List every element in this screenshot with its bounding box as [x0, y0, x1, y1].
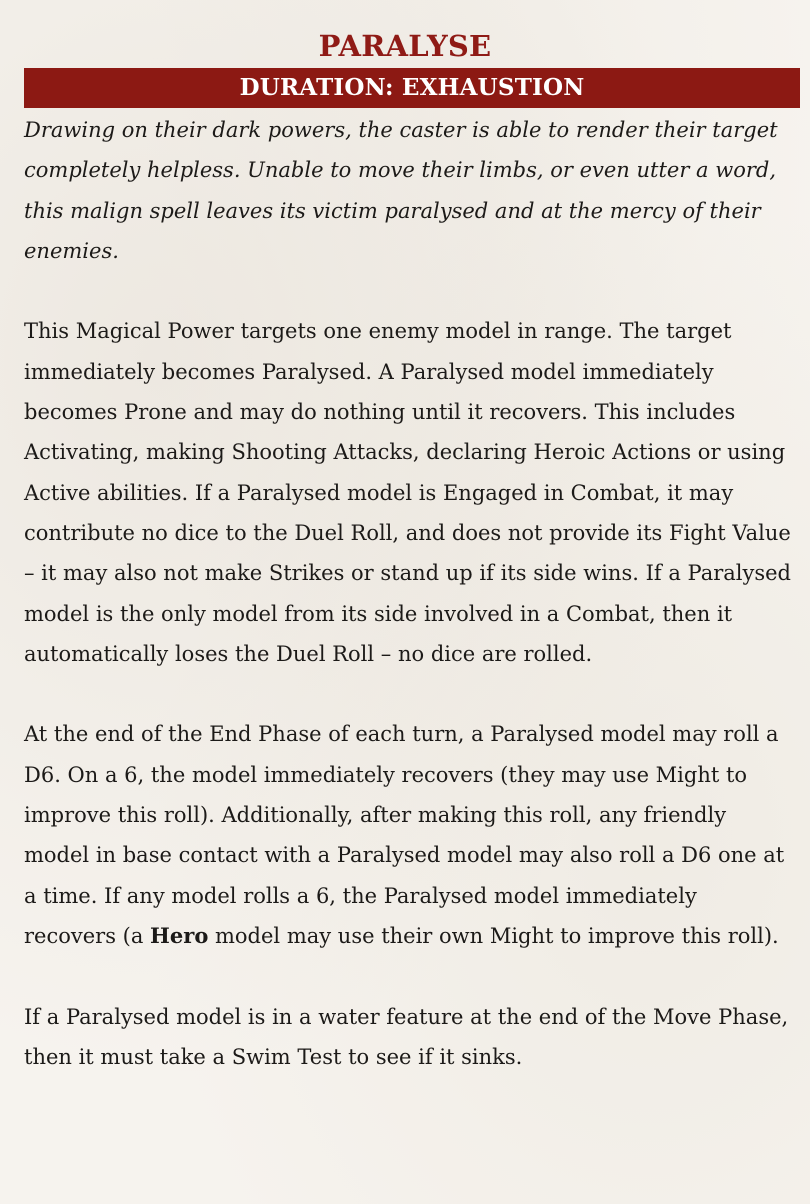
flavor-text: Drawing on their dark powers, the caster is able to render their target completely helpless. Unable to move their limbs, or even utter a word, this malign spell leaves its victim paralysed and at the mercy of their enemies.	[24, 118, 778, 263]
hero-keyword: Hero	[150, 922, 209, 948]
duration-banner: DURATION: EXHAUSTION	[24, 68, 800, 108]
recovery-text-end: model may use their own Might to improve this roll).	[208, 923, 779, 948]
rules-paragraph-recovery	[24, 714, 794, 956]
rules-paragraph-water: If a Paralysed model is in a water feature at the end of the Move Phase, then it must take a Swim Test to see if it sinks.	[24, 1004, 789, 1069]
spell-body	[24, 110, 794, 1077]
recovery-text-start: At the end of the End Phase of each turn, a Paralysed model may roll a D6. On a 6, the model immediately recovers (they may use Might to improve this roll). Additionally, after making this roll, any friendly model in base contact with a Paralysed model may also roll a D6 one at a time. If any model rolls a 6, the Paralysed model immediately recovers (a	[24, 722, 785, 948]
rules-paragraph-effect: This Magical Power targets one enemy model in range. The target immediately becomes Paralysed. A Paralysed model immediately becomes Prone and may do nothing until it recovers. This includes Activating, making Shooting Attacks, declaring Heroic Actions or using Active abilities. If a Paralysed model is Engaged in Combat, it may contribute no dice to the Duel Roll, and does not provide its Fight Value – it may also not make Strikes or stand up if its side wins. If a Paralysed model is the only model from its side involved in a Combat, then it automatically loses the Duel Roll – no dice are rolled.	[24, 319, 792, 666]
spell-title: PARALYSE	[318, 29, 492, 63]
